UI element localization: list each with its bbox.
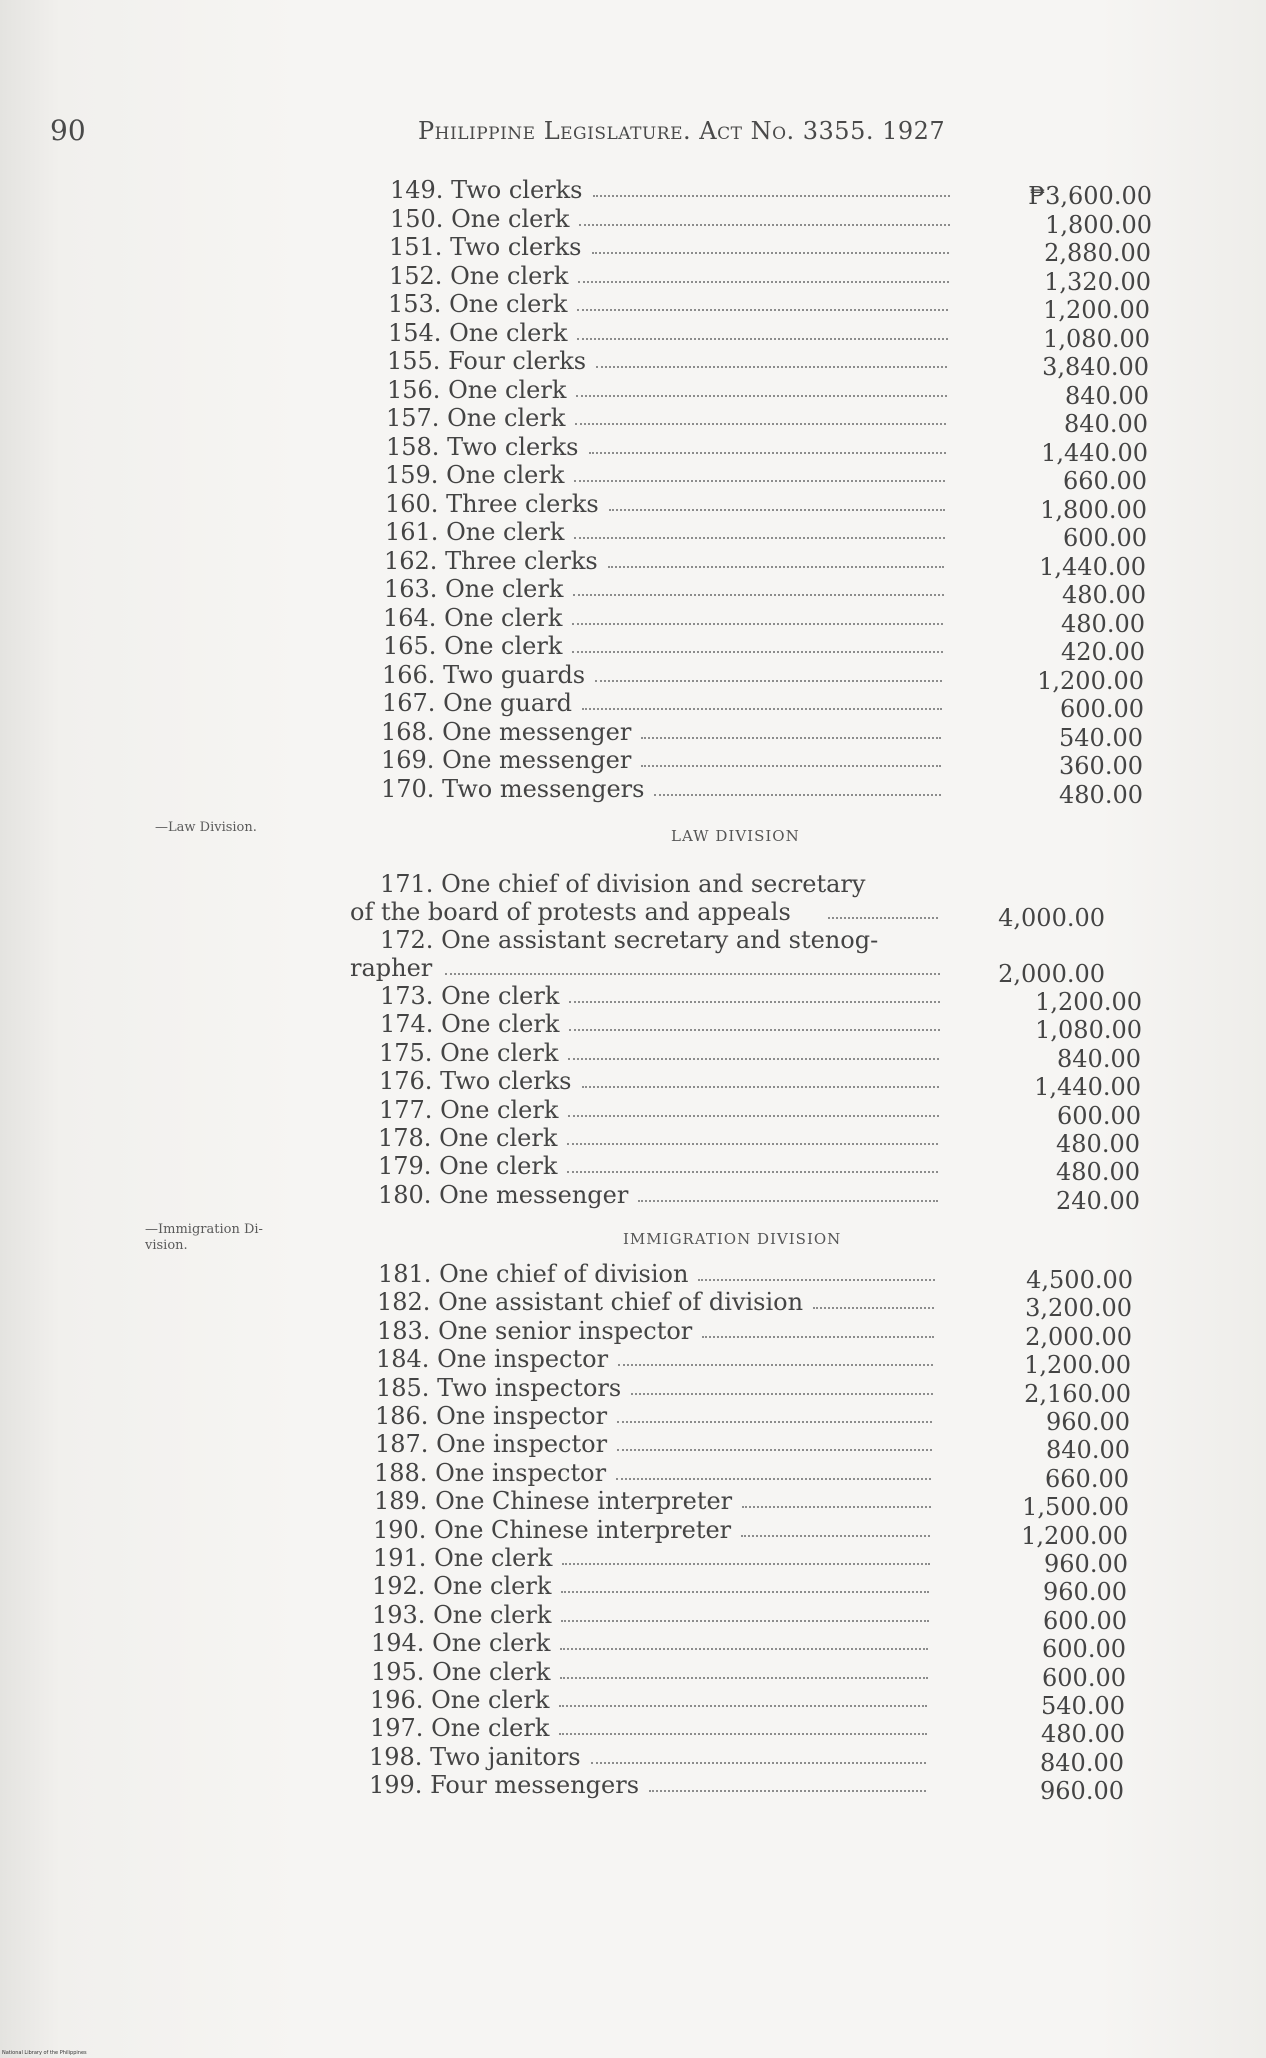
item-amount: 360.00 [1059,752,1143,780]
item-label: 182. One assistant chief of division [377,1288,804,1317]
dot-leader [698,1279,935,1281]
appropriation-item [0,1686,1266,1720]
item-label: 179. One clerk [378,1152,558,1181]
appropriation-item [0,1010,1266,1045]
appropriation-item [0,1458,1266,1493]
appropriation-item [0,432,1266,467]
dot-leader [589,452,946,454]
item-label: 154. One clerk [388,318,568,347]
item-label: 174. One clerk [380,1010,560,1039]
dot-leader [592,252,949,254]
item-amount: ₱3,600.00 [1028,182,1152,210]
dot-leader [582,1086,939,1088]
dot-leader [572,651,943,653]
item-label: 192. One clerk [372,1572,552,1601]
appropriation-item [0,1124,1266,1158]
item-amount: 840.00 [1046,1436,1130,1465]
item-label: 160. Three clerks [385,489,599,518]
item-label: 184. One inspector [376,1345,609,1374]
item-label: 199. Four messengers [369,1771,640,1800]
dot-leader [575,423,946,425]
item-label: 157. One clerk [386,404,566,432]
dot-leader [641,737,941,739]
appropriation-item [0,546,1266,581]
appropriation-item [0,404,1266,438]
item-amount: 4,500.00 [1026,1266,1133,1294]
item-amount: 960.00 [1040,1777,1124,1806]
item-amount: 1,440.00 [1041,438,1148,467]
item-amount: 1,320.00 [1044,267,1151,296]
dot-leader [609,509,945,511]
dot-leader [567,1171,938,1173]
item-label: 156. One clerk [387,375,567,404]
dot-leader [559,1733,927,1735]
item-amount: 600.00 [1042,1635,1126,1664]
item-amount: 2,000.00 [1025,1322,1132,1351]
item-label: 149. Two clerks [390,176,583,204]
dot-leader [654,794,941,796]
item-amount: 660.00 [1045,1464,1129,1493]
appropriation-item [0,1152,1266,1187]
item-amount: 600.00 [1057,1101,1141,1130]
dot-leader [579,224,950,226]
appropriation-item [0,982,1266,1016]
dot-leader [574,480,945,482]
item-label: 196. One clerk [370,1686,550,1714]
item-amount: 3,840.00 [1042,353,1149,381]
dot-leader [576,395,947,397]
appropriation-item [0,1600,1266,1635]
appropriation-item [0,1771,1266,1806]
item-amount: 480.00 [1056,1158,1140,1187]
item-label: 159. One clerk [385,461,565,489]
appropriation-item [0,575,1266,609]
appropriation-item [0,717,1266,752]
appropriation-item [0,1067,1266,1102]
dot-leader [593,195,950,197]
item-amount: 840.00 [1065,381,1149,410]
item-amount: 480.00 [1061,609,1145,638]
item-amount: 960.00 [1044,1550,1128,1578]
running-header: Philippine Legislature. Act No. 3355. 1927 [418,117,946,145]
item-amount: 1,200.00 [1021,1521,1128,1550]
appropriation-item [0,461,1266,495]
item-amount: 840.00 [1040,1748,1124,1777]
item-label: 177. One clerk [379,1095,559,1124]
item-label: 167. One guard [382,689,572,717]
item-amount: 1,200.00 [1024,1351,1131,1380]
dot-leader [561,1591,929,1593]
item-amount: 960.00 [1043,1578,1127,1607]
item-label: 193. One clerk [372,1600,552,1629]
item-amount: 480.00 [1041,1720,1125,1749]
item-172-leader-row [0,954,1266,988]
appropriation-item [0,632,1266,666]
appropriation-item [0,1260,1266,1294]
appropriation-item [0,774,1266,809]
item-amount: 1,080.00 [1035,1016,1142,1045]
item-label: 183. One senior inspector [377,1316,693,1345]
item-label: 181. One chief of division [378,1260,689,1288]
appropriation-item [0,1487,1266,1522]
item-171-line1: 171. One chief of division and secretary [380,870,866,898]
item-label: 188. One inspector [374,1458,607,1487]
dot-leader [559,1705,927,1707]
footer-credit: National Library of the Philippines [2,2050,87,2056]
item-label: 173. One clerk [380,982,560,1010]
item-label: 169. One messenger [381,746,632,774]
item-label: 191. One clerk [373,1544,553,1572]
dot-leader [742,1506,931,1508]
dot-leader [567,1143,938,1145]
appropriation-item [0,1038,1266,1073]
item-label: 198. Two janitors [369,1742,581,1771]
item-label: 168. One messenger [381,717,632,746]
dot-leader [445,973,940,975]
dot-leader [618,1364,933,1366]
dot-leader [617,1449,932,1451]
dot-leader [638,1200,938,1202]
appropriation-item [0,347,1266,381]
item-amount: 2,160.00 [1024,1379,1131,1408]
item-amount: 600.00 [1043,1606,1127,1635]
item-label: 163. One clerk [384,575,564,603]
item-amount: 1,800.00 [1045,210,1152,239]
item-amount: 1,200.00 [1035,988,1142,1016]
appropriation-item [0,233,1266,267]
appropriation-item [0,1515,1266,1550]
item-amount: 1,800.00 [1040,495,1147,524]
appropriation-item [0,689,1266,723]
margin-note-immigration-division-2: vision. [145,1238,188,1253]
appropriation-item [0,375,1266,410]
item-amount: 840.00 [1057,1044,1141,1073]
item-label: 189. One Chinese interpreter [374,1487,733,1516]
item-label: 164. One clerk [383,603,563,632]
dot-leader [641,765,941,767]
item-label: 185. Two inspectors [376,1373,622,1402]
dot-leader [828,917,938,919]
appropriation-item [0,176,1266,210]
dot-leader [591,1762,926,1764]
dot-leader [569,1029,940,1031]
appropriation-item [0,1657,1266,1692]
item-label: 153. One clerk [388,290,568,318]
dot-leader [577,338,948,340]
appropriation-item [0,1714,1266,1749]
appropriation-item [0,746,1266,780]
dot-leader [561,1620,929,1622]
dot-leader [595,680,942,682]
item-label: 175. One clerk [379,1038,559,1067]
dot-leader [649,1790,926,1792]
item-amount: 660.00 [1063,467,1147,495]
item-label: 176. Two clerks [379,1067,572,1096]
dot-leader [572,623,943,625]
dot-leader [616,1478,931,1480]
dot-leader [608,566,944,568]
dot-leader [631,1393,933,1395]
appropriation-item [0,1742,1266,1777]
dot-leader [578,281,949,283]
item-amount: 1,440.00 [1039,552,1146,581]
appropriation-item [0,1316,1266,1351]
dot-leader [813,1307,934,1309]
dot-leader [568,1058,939,1060]
dot-leader [574,537,945,539]
item-label: 194. One clerk [371,1629,551,1658]
dot-leader [702,1336,934,1338]
item-171-leader-row [0,898,1266,932]
appropriation-item [0,1572,1266,1607]
appropriation-item [0,1402,1266,1436]
item-amount: 1,500.00 [1022,1493,1129,1522]
item-amount: 3,200.00 [1025,1294,1132,1323]
margin-note-law-division: —Law Division. [155,820,257,835]
item-label: 151. Two clerks [389,233,582,261]
item-label: 155. Four clerks [387,347,587,375]
item-amount: 480.00 [1059,780,1143,809]
item-label: 152. One clerk [389,261,569,290]
item-171-amount: 4,000.00 [998,904,1105,932]
appropriation-item [0,1095,1266,1130]
dot-leader [560,1648,928,1650]
dot-leader [573,594,944,596]
item-label: 178. One clerk [378,1124,558,1152]
item-amount: 600.00 [1063,524,1147,552]
appropriation-item [0,660,1266,695]
dot-leader [569,1001,940,1003]
item-label: 161. One clerk [385,518,565,546]
appropriation-item [0,1544,1266,1578]
page-number: 90 [50,114,86,147]
dot-leader [560,1677,928,1679]
dot-leader [577,309,948,311]
section-title-law-division: LAW DIVISION [671,827,800,845]
appropriation-item [0,318,1266,353]
item-amount: 480.00 [1062,581,1146,609]
item-amount: 540.00 [1059,723,1143,752]
item-amount: 1,200.00 [1037,666,1144,695]
dot-leader [562,1563,930,1565]
appropriation-item [0,1345,1266,1380]
item-amount: 1,080.00 [1043,324,1150,353]
item-amount: 480.00 [1056,1130,1140,1158]
appropriation-item [0,518,1266,552]
item-amount: 1,440.00 [1034,1073,1141,1102]
item-label: 186. One inspector [375,1402,608,1430]
item-amount: 240.00 [1056,1186,1140,1215]
dot-leader [617,1421,932,1423]
section-title-immigration-division: IMMIGRATION DIVISION [623,1230,842,1248]
appropriation-item [0,1180,1266,1215]
appropriation-item [0,1373,1266,1408]
appropriation-item [0,603,1266,638]
item-amount: 2,880.00 [1044,239,1151,267]
appropriation-item [0,261,1266,296]
item-label: 166. Two guards [382,660,586,689]
item-172-line1: 172. One assistant secretary and stenog- [380,926,879,954]
appropriation-item [0,489,1266,524]
item-label: 170. Two messengers [381,774,645,803]
item-amount: 420.00 [1061,638,1145,666]
appropriation-item [0,290,1266,324]
dot-leader [741,1535,930,1537]
dot-leader [582,708,942,710]
item-label: 158. Two clerks [386,432,579,461]
margin-note-immigration-division-1: —Immigration Di- [145,1222,263,1237]
item-label: 162. Three clerks [384,546,598,575]
item-label: 150. One clerk [390,204,570,233]
appropriation-item [0,1430,1266,1465]
item-172-line2: rapher [350,954,433,982]
item-amount: 1,200.00 [1043,296,1150,324]
item-172-amount: 2,000.00 [998,960,1105,988]
item-amount: 840.00 [1064,410,1148,438]
appropriation-item [0,1288,1266,1323]
item-label: 187. One inspector [375,1430,608,1459]
item-amount: 960.00 [1046,1408,1130,1436]
appropriation-item [0,204,1266,239]
item-label: 195. One clerk [371,1657,551,1686]
item-amount: 600.00 [1060,695,1144,723]
item-171-line2: of the board of protests and appeals [350,898,791,926]
appropriation-item [0,1629,1266,1664]
item-amount: 600.00 [1042,1663,1126,1692]
item-label: 197. One clerk [370,1714,550,1743]
item-amount: 540.00 [1041,1692,1125,1720]
item-label: 190. One Chinese interpreter [373,1515,732,1544]
dot-leader [596,366,947,368]
item-label: 165. One clerk [383,632,563,660]
item-label: 180. One messenger [378,1180,629,1209]
dot-leader [568,1115,939,1117]
